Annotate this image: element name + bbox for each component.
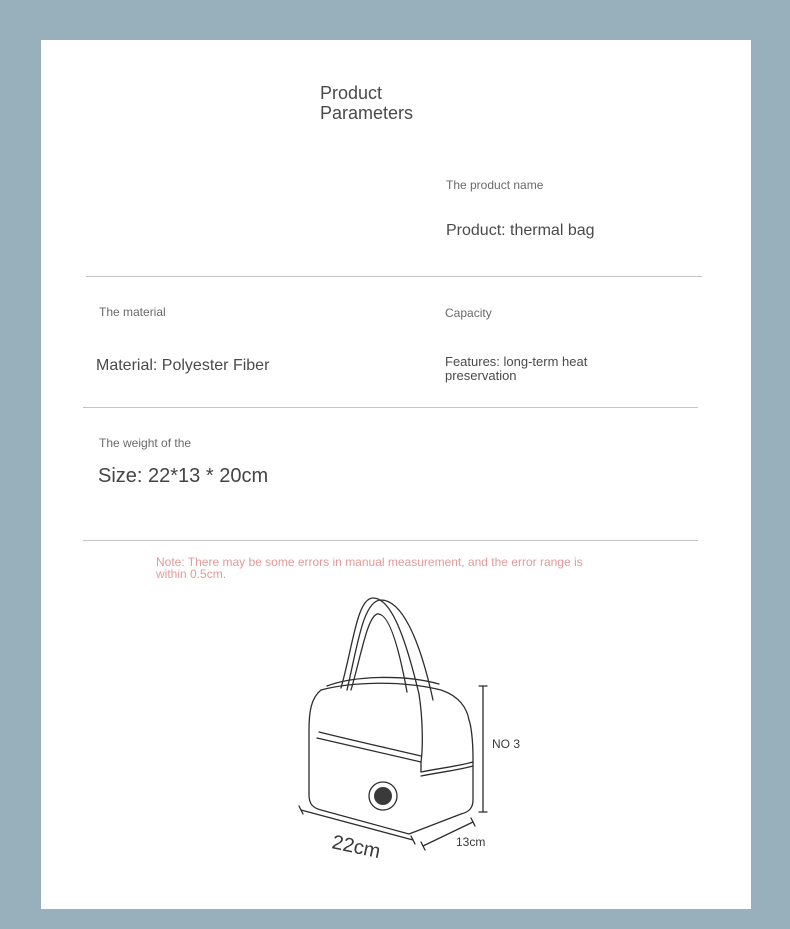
- divider: [86, 276, 702, 277]
- capacity-label: Capacity: [445, 306, 492, 320]
- parameters-card: [41, 40, 751, 909]
- height-label: NO 3: [492, 737, 521, 751]
- size-value: Size: 22*13 * 20cm: [98, 465, 269, 487]
- weight-label: The weight of the: [99, 436, 192, 450]
- product-name-value: Product: thermal bag: [446, 222, 595, 239]
- width-label: 22cm: [329, 831, 383, 864]
- product-name-label: The product name: [446, 178, 544, 192]
- bag-handle-back: [347, 600, 433, 700]
- depth-label: 13cm: [456, 835, 486, 849]
- measurement-note: Note: There may be some errors in manual measurement, and the error range is within 0.5cm.: [156, 555, 583, 581]
- material-label: The material: [99, 305, 166, 319]
- bag-body: [309, 690, 473, 834]
- divider: [83, 540, 698, 541]
- divider: [83, 407, 698, 408]
- bag-dimension-diagram: [291, 590, 521, 880]
- capacity-value: Features: long-term heat preservation: [445, 354, 588, 383]
- page-title: Product Parameters: [320, 83, 414, 123]
- material-value: Material: Polyester Fiber: [96, 357, 270, 374]
